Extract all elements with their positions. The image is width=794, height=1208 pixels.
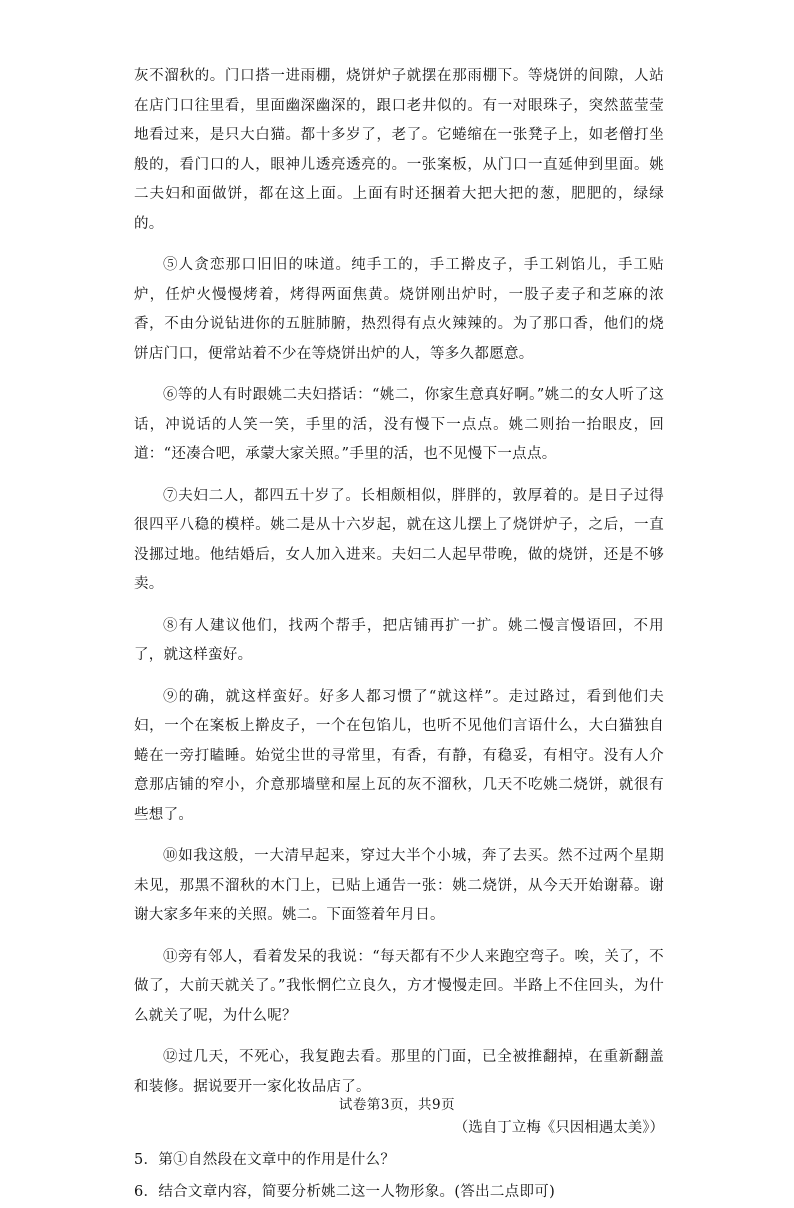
- paragraph-continued: 灰不溜秋的。门口搭一进雨棚，烧饼炉子就摆在那雨棚下。等烧饼的间隙，人站在店门口往里看，里面幽深幽深的，跟口老井似的。有一对眼珠子，突然蓝莹莹地看过来，是只大白猫。都十多岁了，老了。它蜷缩在一张凳子上，如老僧打坐般的，看门口的人，眼神儿透亮透亮的。一张案板，从门口一直延伸到里面。姚二夫妇和面做饼，都在这上面。上面有时还捆着大把大把的葱，肥肥的，绿绿的。: [134, 68, 664, 232]
- paragraph-11: ⑪旁有邻人，看着发呆的我说：“每天都有不少人来跑空弯子。唉，关了，不做了，大前天就关了。”我怅惘伫立良久，方才慢慢走回。半路上不住回头，为什么就关了呢，为什么呢？: [134, 948, 664, 1024]
- paragraph-5: ⑤人贪恋那口旧旧的味道。纯手工的，手工擀皮子，手工剁馅儿，手工贴炉，任炉火慢慢烤着，烤得两面焦黄。烧饼刚出炉时，一股子麦子和芝麻的浓香，不由分说钻进你的五脏肺腑，热烈得有点火辣辣的。为了那口香，他们的烧饼店门口，便常站着不少在等烧饼出炉的人，等多久都愿意。: [134, 257, 664, 362]
- paragraph-8: ⑧有人建议他们，找两个帮手，把店铺再扩一扩。姚二慢言慢语回，不用了，就这样蛮好。: [134, 617, 664, 663]
- paragraph-7: ⑦夫妇二人，都四五十岁了。长相颇相似，胖胖的，敦厚着的。是日子过得很四平八稳的模样。姚二是从十六岁起，就在这儿摆上了烧饼炉子，之后，一直没挪过地。他结婚后，女人加入进来。夫妇二人起早带晚，做的烧饼，还是不够卖。: [134, 487, 664, 592]
- paragraph-9: ⑨的确，就这样蛮好。好多人都习惯了“就这样”。走过路过，看到他们夫妇，一个在案板上擀皮子，一个在包馅儿，也听不见他们言语什么，大白猫独自蜷在一旁打瞌睡。始觉尘世的寻常里，有香，有静，有稳妥，有相守。没有人介意那店铺的窄小，介意那墙壁和屋上瓦的灰不溜秋，几天不吃姚二烧饼，就很有些想了。: [134, 688, 664, 823]
- paragraph-10: ⑩如我这般，一大清早起来，穿过大半个小城，奔了去买。然不过两个星期未见，那黑不溜秋的木门上，已贴上通告一张：姚二烧饼，从今天开始谢幕。谢谢大家多年来的关照。姚二。下面签着年月日。: [134, 848, 664, 923]
- article-source: （选自丁立梅《只因相遇太美》）: [453, 1120, 664, 1136]
- paragraph-12: ⑫过几天，不死心，我复跑去看。那里的门面，已全被推翻掉，在重新翻盖和装修。据说要开一家化妆品店了。: [134, 1049, 664, 1095]
- question-6: 6．结合文章内容，简要分析姚二这一人物形象。(答出二点即可): [134, 1183, 556, 1200]
- question-5: 5．第①自然段在文章中的作用是什么？: [134, 1151, 396, 1168]
- page-footer: 试卷第3页，共9页: [338, 1097, 456, 1113]
- reading-passage: [134, 62, 664, 1208]
- paragraph-6: ⑥等的人有时跟姚二夫妇搭话：“姚二，你家生意真好啊。”姚二的女人听了这话，冲说话的人笑一笑，手里的活，没有慢下一点点。姚二则抬一抬眼皮，回道：“还凑合吧，承蒙大家关照。”手里的活，也不见慢下一点点。: [134, 387, 664, 462]
